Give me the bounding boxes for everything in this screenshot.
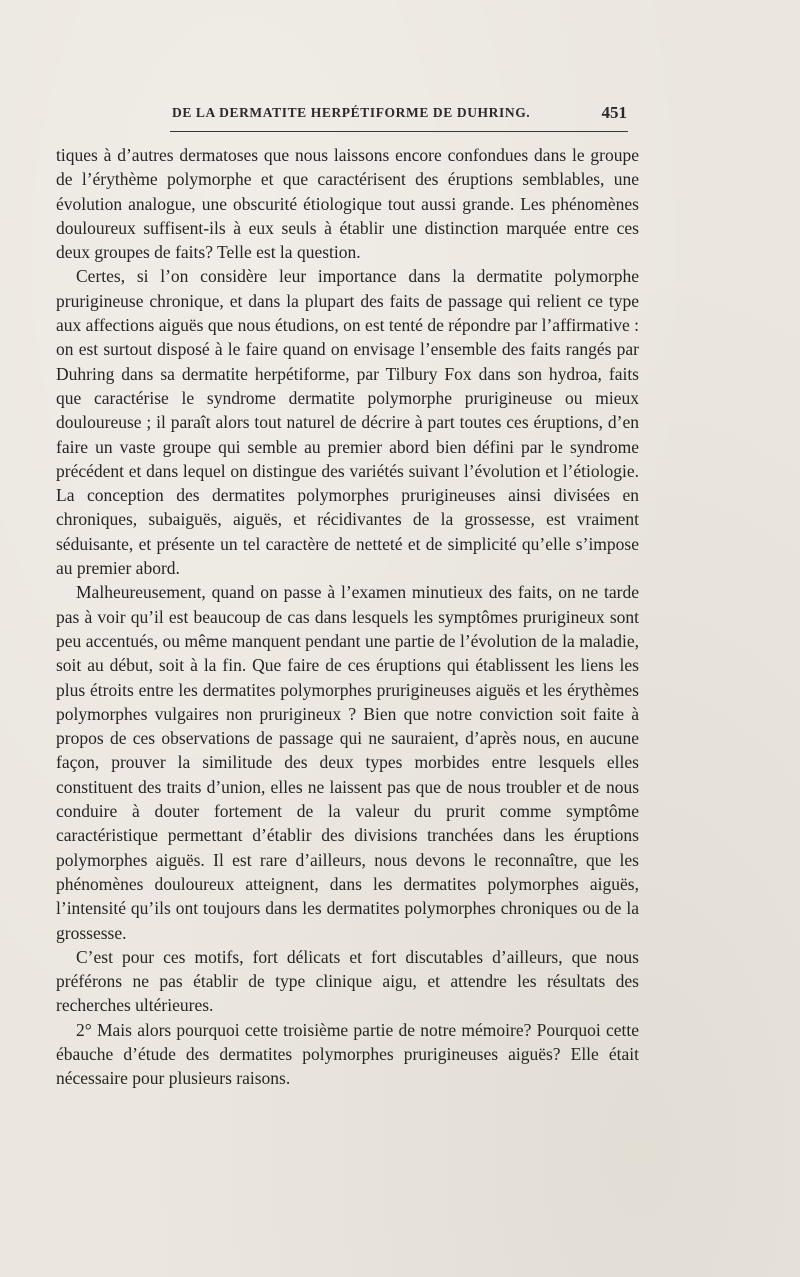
paragraph-continuation: tiques à d’autres dermatoses que nous laissons encore confondues dans le groupe de l’érythème polymorphe et que caractérisent des éruptions semblables, une évolution analogue, une obscurité étiologique tout aussi grande. Les phénomènes douloureux suffisent-ils à eux seuls à établir une distinction marquée entre ces deux groupes de faits? Telle est la question.	[56, 145, 639, 263]
page-number: 451	[601, 103, 627, 122]
paragraph: 2° Mais alors pourquoi cette troisième partie de notre mémoire? Pourquoi cette ébauche d’étude des dermatites polymorphes prurigineuses aiguës? Elle était nécessaire pour plusieurs raisons.	[56, 1019, 639, 1089]
running-title: DE LA DERMATITE HERPÉTIFORME DE DUHRING.	[172, 105, 531, 120]
paragraph: Certes, si l’on considère leur importance dans la dermatite polymorphe prurigineuse chronique, et dans la plupart des faits de passage qui relient ce type aux affections aiguës que nous étudions, on est tenté de répondre par l’affirmative : on est surtout disposé à le faire quand on envisage l’ensemble des faits rangés par Duhring dans sa dermatite herpétiforme, par Tilbury Fox dans son hydroa, faits que caractérise le syndrome dermatite polymorphe prurigineuse ou mieux douloureuse ; il paraît alors tout naturel de décrire à part toutes ces éruptions, d’en faire un vaste groupe qui semble au premier abord bien défini par le syndrome précédent et dans lequel on distingue des variétés suivant l’évolution et l’étiologie. La conception des dermatites polymorphes prurigineuses ainsi divisées en chroniques, subaiguës, aiguës, et récidivantes de la grossesse, est vraiment séduisante, et présente un tel caractère de netteté et de simplicité qu’elle s’impose au premier abord.	[56, 266, 639, 579]
page-header	[172, 103, 627, 125]
paragraph: Malheureusement, quand on passe à l’examen minutieux des faits, on ne tarde pas à voir qu’il est beaucoup de cas dans lesquels les symptômes prurigineux sont peu accentués, ou même manquent pendant une partie de l’évolution de la maladie, soit au début, soit à la fin. Que faire de ces éruptions qui établissent les liens les plus étroits entre les dermatites polymorphes prurigineuses aiguës et les érythèmes polymorphes vulgaires non prurigineux ? Bien que notre conviction soit faite à propos de ces observations de passage qui ne sauraient, d’après nous, en aucune façon, prouver la similitude des deux types morbides entre lesquels elles constituent des traits d’union, elles ne laissent pas que de nous troubler et de nous conduire à douter fortement de la valeur du prurit comme symptôme caractéristique permettant d’établir des divisions tranchées dans les éruptions polymorphes aiguës. Il est rare d’ailleurs, nous devons le reconnaître, que les phénomènes douloureux atteignent, dans les dermatites polymorphes aiguës, l’intensité qu’ils ont toujours dans les dermatites polymorphes chroniques ou de la grossesse.	[56, 582, 639, 943]
paragraph: C’est pour ces motifs, fort délicats et fort discutables d’ailleurs, que nous préférons ne pas établir de type clinique aigu, et attendre les résultats des recherches ultérieures.	[56, 946, 639, 1016]
body-text	[56, 143, 639, 1091]
header-rule	[170, 131, 628, 132]
